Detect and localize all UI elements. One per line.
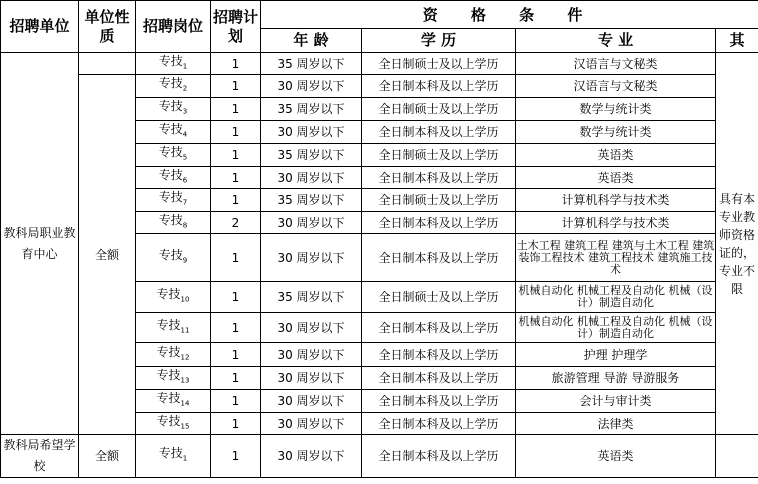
header-education: 学 历 [362, 29, 516, 53]
age-cell: 30 周岁以下 [261, 75, 362, 98]
post-cell [136, 413, 211, 435]
age-cell: 30 周岁以下 [261, 167, 362, 189]
count-cell: 1 [211, 282, 261, 313]
post-index: 12 [180, 353, 190, 362]
education-cell: 全日制硕士及以上学历 [362, 53, 516, 75]
post-index: 11 [180, 326, 190, 335]
header-age: 年 龄 [261, 29, 362, 53]
major-cell: 汉语言与文秘类 [516, 53, 716, 75]
major-cell: 英语类 [516, 167, 716, 189]
unit-cell: 教科局希望学校 [1, 435, 79, 478]
post-index: 1 [182, 62, 188, 71]
major-cell: 会计与审计类 [516, 390, 716, 413]
count-cell: 1 [211, 343, 261, 367]
post-cell [136, 98, 211, 121]
count-cell: 1 [211, 313, 261, 343]
table-row [1, 75, 758, 98]
post-cell [136, 121, 211, 144]
post-label: 专技 [156, 391, 181, 406]
post-label: 专技 [158, 446, 183, 461]
age-cell: 30 周岁以下 [261, 234, 362, 282]
post-cell [136, 167, 211, 189]
age-cell: 35 周岁以下 [261, 98, 362, 121]
header-post: 招聘岗位 [136, 1, 211, 53]
count-cell: 1 [211, 167, 261, 189]
count-cell: 1 [211, 390, 261, 413]
education-cell: 全日制本科及以上学历 [362, 234, 516, 282]
post-index: 6 [182, 176, 188, 185]
post-cell [136, 212, 211, 234]
nature-cell: 全额 [79, 75, 136, 435]
education-cell: 全日制硕士及以上学历 [362, 189, 516, 212]
post-label: 专技 [156, 368, 181, 383]
post-label: 专技 [158, 76, 183, 91]
age-cell: 30 周岁以下 [261, 313, 362, 343]
nature-cell: 全额 [79, 435, 136, 478]
nature-cell-empty [79, 53, 136, 75]
post-cell [136, 390, 211, 413]
major-cell: 汉语言与文秘类 [516, 75, 716, 98]
post-label: 专技 [156, 287, 181, 302]
major-cell: 机械自动化 机械工程及自动化 机械（设计）制造自动化 [516, 282, 716, 313]
count-cell: 1 [211, 367, 261, 390]
count-cell: 1 [211, 189, 261, 212]
major-cell: 法律类 [516, 413, 716, 435]
education-cell: 全日制本科及以上学历 [362, 212, 516, 234]
post-index: 14 [180, 399, 190, 408]
count-cell: 1 [211, 144, 261, 167]
count-cell: 1 [211, 413, 261, 435]
post-cell [136, 144, 211, 167]
age-cell: 30 周岁以下 [261, 435, 362, 478]
age-cell: 35 周岁以下 [261, 189, 362, 212]
table-row [1, 435, 758, 478]
count-cell: 1 [211, 121, 261, 144]
age-cell: 35 周岁以下 [261, 144, 362, 167]
post-cell [136, 53, 211, 75]
post-label: 专技 [158, 122, 183, 137]
major-cell: 数学与统计类 [516, 121, 716, 144]
education-cell: 全日制本科及以上学历 [362, 313, 516, 343]
post-index: 1 [182, 454, 188, 463]
header-qualifications: 资 格 条 件 [261, 1, 758, 29]
table-row [1, 53, 758, 75]
post-index: 9 [182, 256, 188, 265]
education-cell: 全日制本科及以上学历 [362, 390, 516, 413]
education-cell: 全日制本科及以上学历 [362, 343, 516, 367]
major-cell: 机械自动化 机械工程及自动化 机械（设计）制造自动化 [516, 313, 716, 343]
unit-cell: 教科局职业教育中心 [1, 53, 79, 435]
header-nature: 单位性质 [79, 1, 136, 53]
post-cell [136, 435, 211, 478]
major-cell: 英语类 [516, 435, 716, 478]
education-cell: 全日制本科及以上学历 [362, 435, 516, 478]
post-index: 5 [182, 153, 188, 162]
post-label: 专技 [158, 190, 183, 205]
post-label: 专技 [158, 212, 183, 227]
other-cell: 具有本专业教师资格证的，专业不限 [716, 53, 758, 435]
post-label: 专技 [158, 53, 183, 68]
other-cell-empty [716, 435, 758, 478]
count-cell: 1 [211, 98, 261, 121]
age-cell: 30 周岁以下 [261, 413, 362, 435]
count-cell: 1 [211, 53, 261, 75]
count-cell: 2 [211, 212, 261, 234]
education-cell: 全日制硕士及以上学历 [362, 98, 516, 121]
post-index: 3 [182, 107, 188, 116]
major-cell: 旅游管理 导游 导游服务 [516, 367, 716, 390]
post-cell [136, 343, 211, 367]
count-cell: 1 [211, 435, 261, 478]
post-cell [136, 189, 211, 212]
age-cell: 35 周岁以下 [261, 53, 362, 75]
post-index: 2 [182, 84, 188, 93]
major-cell: 护理 护理学 [516, 343, 716, 367]
post-index: 7 [182, 198, 188, 207]
age-cell: 30 周岁以下 [261, 367, 362, 390]
education-cell: 全日制本科及以上学历 [362, 75, 516, 98]
post-cell [136, 75, 211, 98]
age-cell: 30 周岁以下 [261, 121, 362, 144]
post-index: 10 [180, 295, 190, 304]
post-index: 8 [182, 221, 188, 230]
major-cell: 土木工程 建筑工程 建筑与土木工程 建筑装饰工程技术 建筑工程技术 建筑施工技术 [516, 234, 716, 282]
major-cell: 计算机科学与技术类 [516, 189, 716, 212]
education-cell: 全日制硕士及以上学历 [362, 144, 516, 167]
age-cell: 30 周岁以下 [261, 212, 362, 234]
post-label: 专技 [158, 99, 183, 114]
header-unit: 招聘单位 [1, 1, 79, 53]
major-cell: 英语类 [516, 144, 716, 167]
education-cell: 全日制本科及以上学历 [362, 167, 516, 189]
header-count: 招聘计划 [211, 1, 261, 53]
post-cell [136, 367, 211, 390]
post-cell [136, 234, 211, 282]
education-cell: 全日制本科及以上学历 [362, 121, 516, 144]
post-index: 15 [180, 422, 190, 431]
major-cell: 计算机科学与技术类 [516, 212, 716, 234]
post-cell [136, 282, 211, 313]
age-cell: 30 周岁以下 [261, 343, 362, 367]
post-label: 专技 [156, 344, 181, 359]
post-cell [136, 313, 211, 343]
header-other: 其 [716, 29, 758, 53]
header-row-1 [1, 1, 758, 29]
count-cell: 1 [211, 234, 261, 282]
age-cell: 30 周岁以下 [261, 390, 362, 413]
education-cell: 全日制本科及以上学历 [362, 367, 516, 390]
post-label: 专技 [158, 247, 183, 262]
header-major: 专 业 [516, 29, 716, 53]
major-cell: 数学与统计类 [516, 98, 716, 121]
post-label: 专技 [156, 317, 181, 332]
post-index: 4 [182, 130, 188, 139]
post-label: 专技 [156, 413, 181, 428]
post-label: 专技 [158, 167, 183, 182]
education-cell: 全日制本科及以上学历 [362, 413, 516, 435]
post-index: 13 [180, 376, 190, 385]
age-cell: 35 周岁以下 [261, 282, 362, 313]
education-cell: 全日制硕士及以上学历 [362, 282, 516, 313]
post-label: 专技 [158, 145, 183, 160]
count-cell: 1 [211, 75, 261, 98]
